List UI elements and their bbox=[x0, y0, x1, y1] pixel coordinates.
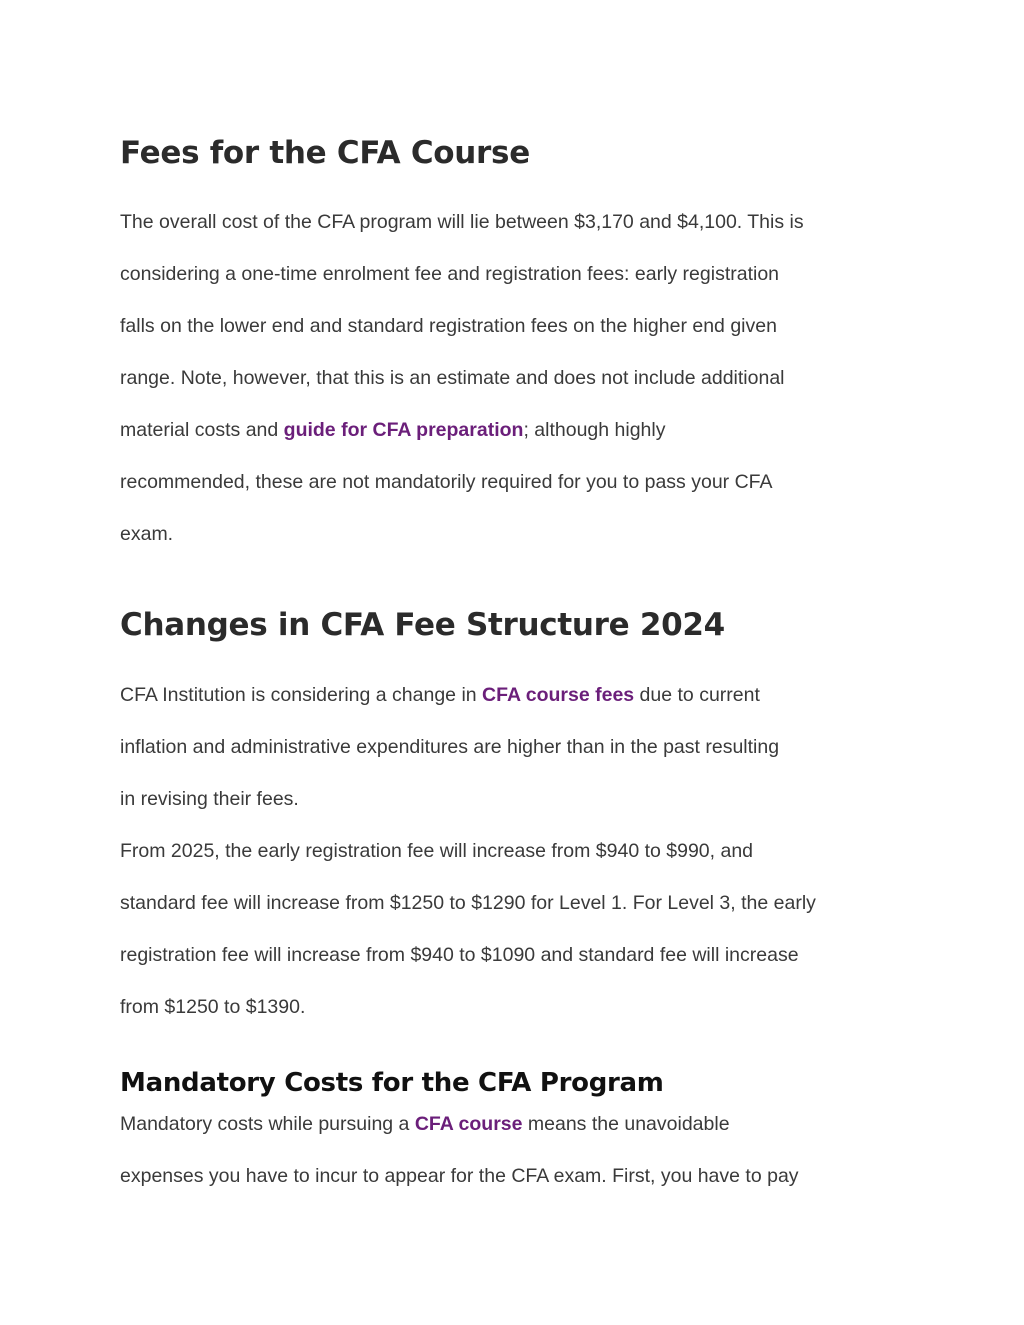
text-segment: due to current bbox=[634, 684, 760, 706]
link-cfa-course[interactable]: CFA course bbox=[414, 1113, 523, 1135]
text-line: From 2025, the early registration fee will increase from $940 to $990, and bbox=[120, 840, 754, 862]
heading-fees-for-cfa-course: Fees for the CFA Course bbox=[120, 135, 530, 171]
text-segment: CFA Institution is considering a change in bbox=[120, 684, 483, 706]
heading-mandatory-costs: Mandatory Costs for the CFA Program bbox=[120, 1068, 664, 1098]
paragraph-changes-intro bbox=[120, 669, 920, 825]
link-guide-for-cfa-preparation[interactable]: guide for CFA preparation bbox=[283, 419, 524, 441]
heading-changes-in-fee-structure: Changes in CFA Fee Structure 2024 bbox=[120, 607, 725, 643]
text-line: recommended, these are not mandatorily required for you to pass your CFA bbox=[120, 471, 773, 493]
paragraph-mandatory-costs bbox=[120, 1098, 920, 1202]
text-segment: means the unavoidable bbox=[522, 1113, 730, 1135]
text-segment: Mandatory costs while pursuing a bbox=[120, 1113, 415, 1135]
text-line: from $1250 to $1390. bbox=[120, 996, 306, 1018]
text-segment: ; although highly bbox=[523, 419, 666, 441]
text-line: inflation and administrative expenditures are higher than in the past resulting bbox=[120, 736, 780, 758]
text-line: exam. bbox=[120, 523, 174, 545]
paragraph-fees bbox=[120, 196, 920, 560]
text-line: considering a one-time enrolment fee and registration fees: early registration bbox=[120, 263, 780, 285]
text-line bbox=[120, 1098, 920, 1150]
paragraph-changes-2025 bbox=[120, 825, 920, 1033]
text-line bbox=[120, 404, 920, 456]
text-line: registration fee will increase from $940 to $1090 and standard fee will increase bbox=[120, 944, 799, 966]
text-segment: material costs and bbox=[120, 419, 284, 441]
link-cfa-course-fees[interactable]: CFA course fees bbox=[482, 684, 635, 706]
text-line: range. Note, however, that this is an estimate and does not include additional bbox=[120, 367, 785, 389]
text-line: The overall cost of the CFA program will lie between $3,170 and $4,100. This is bbox=[120, 211, 804, 233]
text-line: standard fee will increase from $1250 to $1290 for Level 1. For Level 3, the early bbox=[120, 892, 816, 914]
text-line: falls on the lower end and standard registration fees on the higher end given bbox=[120, 315, 777, 337]
text-line bbox=[120, 669, 920, 721]
text-line: in revising their fees. bbox=[120, 788, 299, 810]
text-line: expenses you have to incur to appear for the CFA exam. First, you have to pay bbox=[120, 1165, 799, 1187]
